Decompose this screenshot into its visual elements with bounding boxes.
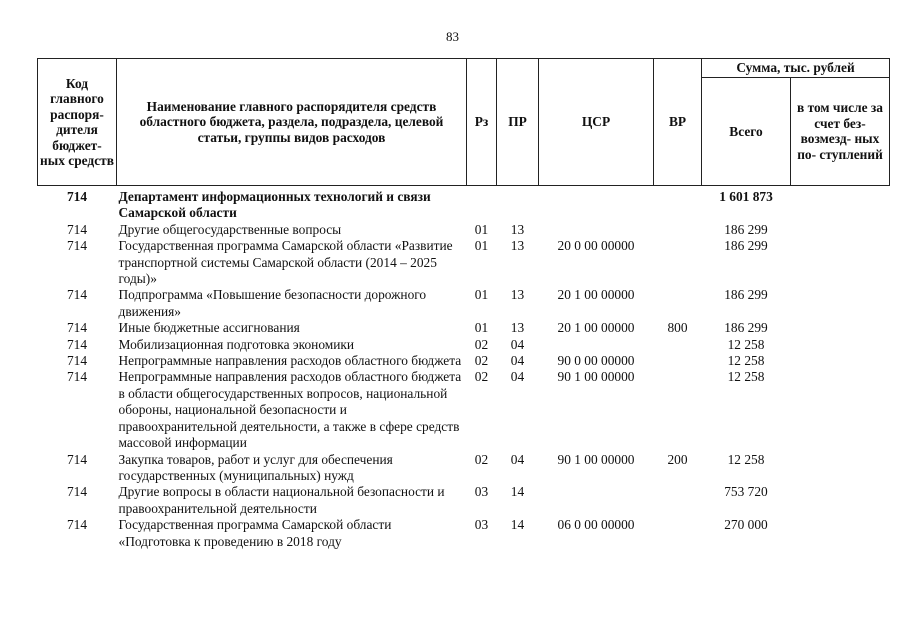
csr-cell: 20 1 00 00000	[557, 320, 635, 336]
csr-cell: 90 1 00 00000	[557, 451, 635, 467]
free-cell	[791, 320, 890, 336]
rz-cell: 02	[474, 353, 489, 369]
free-cell	[791, 484, 890, 517]
header-code: Код главного распоря- дителя бюджет- ных средств	[38, 59, 117, 186]
pr-cell: 13	[510, 320, 525, 336]
budget-table	[37, 58, 890, 550]
pr-cell: 13	[510, 287, 525, 303]
rz-cell: 01	[474, 320, 489, 336]
name-cell: Подпрограмма «Повышение безопасности дорожного движения»	[118, 287, 427, 319]
rz-cell: 03	[474, 517, 489, 533]
table-row	[38, 353, 890, 369]
vr-cell	[654, 517, 702, 550]
code-cell: 714	[66, 189, 88, 204]
name-cell: Непрограммные направления расходов областного бюджета в области общегосударственных вопросов, национальной обороны, национальной безопасности и правоохранительной деятельности, а также в сфере средств массовой информации	[118, 369, 462, 451]
rz-cell: 02	[474, 451, 489, 467]
name-cell: Непрограммные направления расходов областного бюджета	[118, 353, 462, 369]
free-cell	[791, 337, 890, 353]
table-row	[38, 517, 890, 550]
code-cell: 714	[66, 484, 88, 500]
code-cell: 714	[66, 369, 88, 385]
page-number: 83	[446, 29, 459, 44]
pr-cell: 04	[510, 336, 525, 352]
table-header	[38, 59, 890, 186]
code-cell: 714	[66, 287, 88, 303]
code-cell: 714	[66, 353, 88, 369]
table-row	[38, 369, 890, 451]
name-cell: Департамент информационных технологий и связи Самарской области	[118, 189, 431, 221]
name-cell: Закупка товаров, работ и услуг для обеспечения государственных (муниципальных) нужд	[118, 451, 393, 483]
free-cell	[791, 238, 890, 287]
header-sum-group: Сумма, тыс. рублей	[702, 59, 890, 78]
name-cell: Мобилизационная подготовка экономики	[118, 336, 355, 352]
csr-cell	[539, 222, 654, 238]
total-cell: 186 299	[724, 221, 768, 237]
header-free: в том числе за счет без- возмезд- ных по- ступлений	[791, 77, 890, 186]
free-cell	[791, 189, 890, 222]
rz-cell: 03	[474, 484, 489, 500]
rz-cell: 02	[474, 336, 489, 352]
vr-cell: 800	[667, 320, 688, 336]
name-cell: Иные бюджетные ассигнования	[118, 320, 300, 336]
code-cell: 714	[66, 451, 88, 467]
code-cell: 714	[66, 320, 88, 336]
csr-cell	[539, 484, 654, 517]
table-body	[38, 186, 890, 550]
header-pr: ПР	[497, 59, 539, 186]
total-cell: 12 258	[727, 451, 765, 467]
csr-cell: 90 0 00 00000	[557, 353, 635, 369]
rz-cell	[467, 189, 497, 222]
vr-cell	[654, 484, 702, 517]
csr-cell: 20 0 00 00000	[557, 238, 635, 254]
table-row	[38, 238, 890, 287]
pr-cell	[497, 189, 539, 222]
csr-cell: 06 0 00 00000	[557, 517, 635, 533]
pr-cell: 13	[510, 238, 525, 254]
csr-cell	[539, 337, 654, 353]
table-row	[38, 337, 890, 353]
total-cell: 186 299	[724, 287, 768, 303]
header-csr: ЦСР	[539, 59, 654, 186]
pr-cell: 04	[510, 353, 525, 369]
total-cell: 753 720	[724, 484, 768, 500]
total-cell: 270 000	[724, 517, 768, 533]
pr-cell: 14	[510, 484, 525, 500]
free-cell	[791, 353, 890, 369]
rz-cell: 01	[474, 221, 489, 237]
pr-cell: 04	[510, 369, 525, 385]
free-cell	[791, 517, 890, 550]
vr-cell	[654, 287, 702, 320]
total-cell: 1 601 873	[719, 189, 773, 204]
free-cell	[791, 369, 890, 451]
vr-cell: 200	[667, 451, 688, 467]
total-cell: 12 258	[727, 353, 765, 369]
table-row	[38, 484, 890, 517]
name-cell: Другие вопросы в области национальной безопасности и правоохранительной деятельности	[118, 484, 445, 516]
code-cell: 714	[66, 238, 88, 254]
code-cell: 714	[66, 517, 88, 533]
pr-cell: 13	[510, 221, 525, 237]
free-cell	[791, 452, 890, 485]
rz-cell: 02	[474, 369, 489, 385]
vr-cell	[654, 189, 702, 222]
total-cell: 12 258	[727, 336, 765, 352]
vr-cell	[654, 337, 702, 353]
total-cell: 186 299	[724, 320, 768, 336]
header-name: Наименование главного распорядителя средств областного бюджета, раздела, подраздела, целевой статьи, группы видов расходов	[117, 59, 467, 186]
table-row	[38, 189, 890, 222]
rz-cell: 01	[474, 287, 489, 303]
table-row	[38, 287, 890, 320]
csr-cell	[539, 189, 654, 222]
table-row	[38, 320, 890, 336]
name-cell: Государственная программа Самарской области «Развитие транспортной системы Самарской области (2014 – 2025 годы)»	[118, 238, 453, 287]
csr-cell: 20 1 00 00000	[557, 287, 635, 303]
table-row	[38, 452, 890, 485]
code-cell: 714	[66, 336, 88, 352]
header-total: Всего	[702, 77, 791, 186]
pr-cell: 14	[510, 517, 525, 533]
name-cell: Государственная программа Самарской области «Подготовка к проведению в 2018 году	[118, 517, 392, 549]
total-cell: 12 258	[727, 369, 765, 385]
table-row	[38, 222, 890, 238]
csr-cell: 90 1 00 00000	[557, 369, 635, 385]
code-cell: 714	[66, 221, 88, 237]
free-cell	[791, 222, 890, 238]
free-cell	[791, 287, 890, 320]
vr-cell	[654, 353, 702, 369]
vr-cell	[654, 369, 702, 451]
rz-cell: 01	[474, 238, 489, 254]
total-cell: 186 299	[724, 238, 768, 254]
vr-cell	[654, 222, 702, 238]
vr-cell	[654, 238, 702, 287]
pr-cell: 04	[510, 451, 525, 467]
header-vr: ВР	[654, 59, 702, 186]
name-cell: Другие общегосударственные вопросы	[118, 221, 342, 237]
header-rz: Рз	[467, 59, 497, 186]
